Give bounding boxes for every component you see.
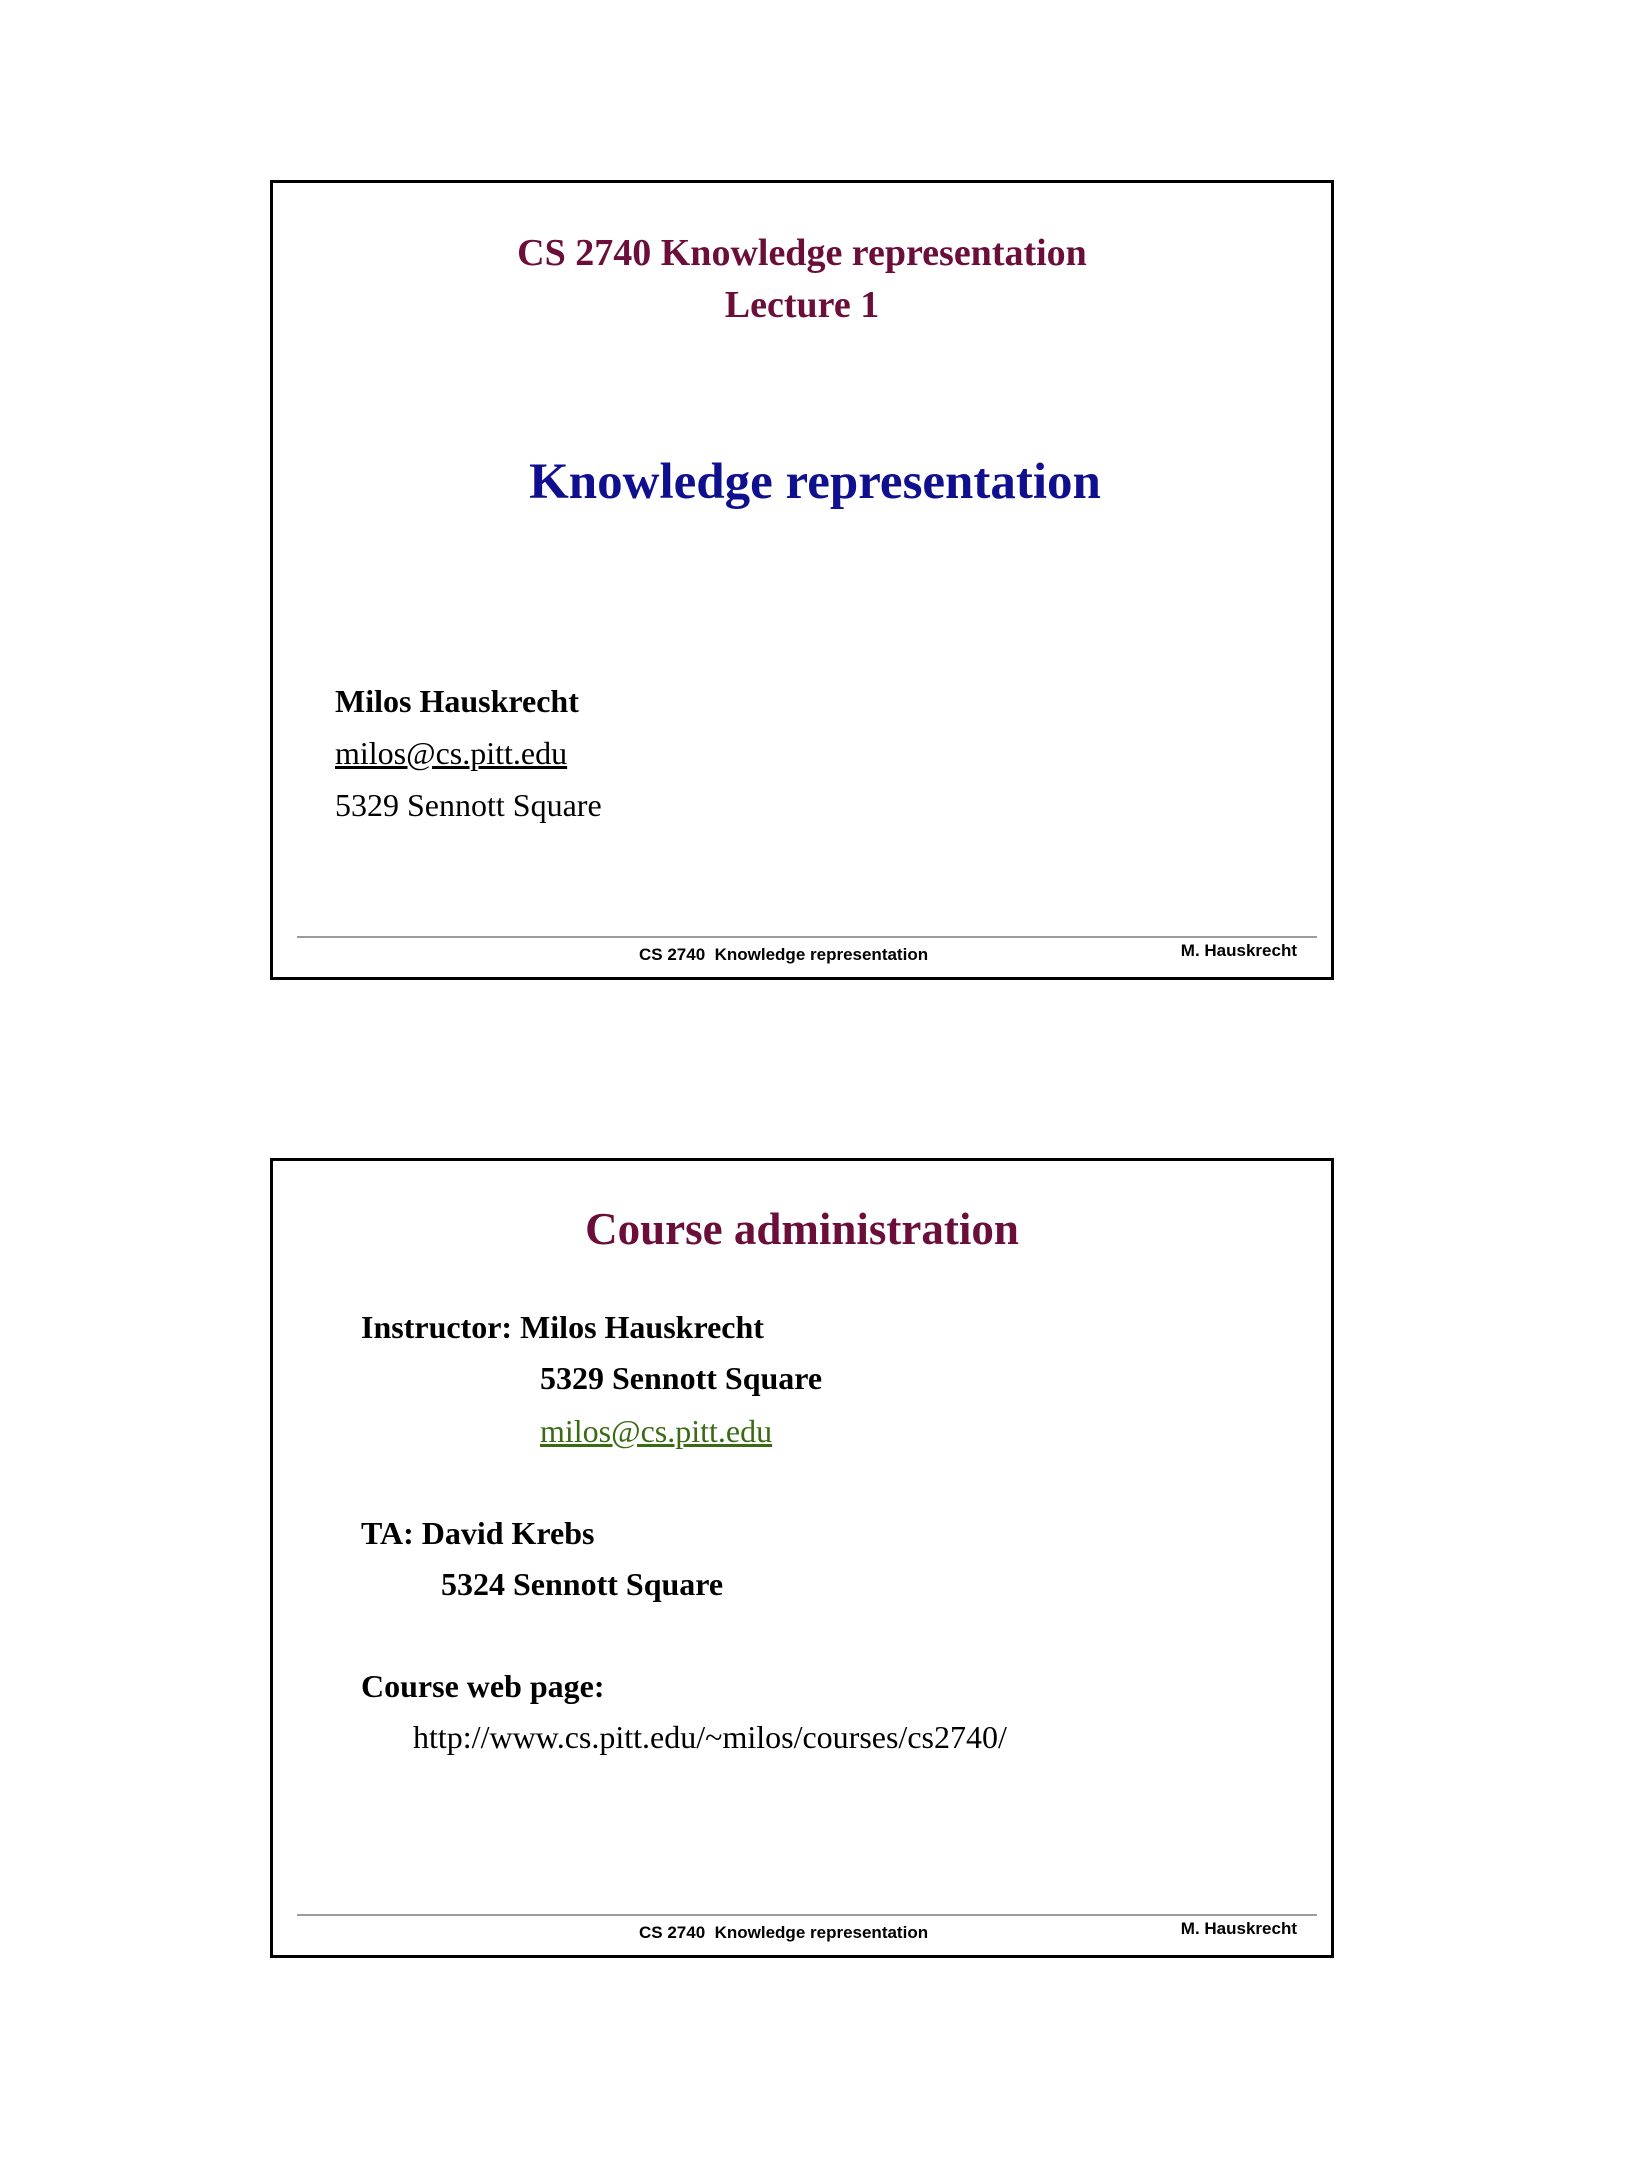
footer-divider: [297, 936, 1317, 938]
ta-label: TA: David Krebs: [361, 1515, 595, 1551]
instructor-email-link[interactable]: milos@cs.pitt.edu: [540, 1413, 773, 1449]
course-heading: [273, 227, 1331, 331]
course-line-1: CS 2740 Knowledge representation: [517, 232, 1087, 274]
course-line-2: Lecture 1: [724, 284, 880, 326]
web-page-label: Course web page:: [361, 1668, 605, 1704]
footer-author: M. Hauskrecht: [1180, 1919, 1297, 1938]
footer-divider: [297, 1914, 1317, 1916]
course-web-url[interactable]: http://www.cs.pitt.edu/~milos/courses/cs2740/: [413, 1719, 1007, 1755]
instructor-office: 5329 Sennott Square: [540, 1360, 823, 1396]
slide-title: Course administration: [585, 1204, 1019, 1254]
slide-2: [270, 1158, 1334, 1958]
footer-course: CS 2740 Knowledge representation: [639, 1923, 929, 1942]
author-block: [335, 675, 602, 831]
author-email-link[interactable]: milos@cs.pitt.edu: [335, 735, 568, 771]
author-name: Milos Hauskrecht: [335, 683, 579, 719]
slide-title: Knowledge representation: [529, 454, 1101, 510]
footer-author: M. Hauskrecht: [1180, 941, 1297, 960]
ta-office: 5324 Sennott Square: [441, 1566, 724, 1602]
footer-course: CS 2740 Knowledge representation: [639, 945, 929, 964]
author-office: 5329 Sennott Square: [335, 787, 602, 823]
instructor-label: Instructor: Milos Hauskrecht: [361, 1309, 764, 1345]
slide-1: [270, 180, 1334, 980]
